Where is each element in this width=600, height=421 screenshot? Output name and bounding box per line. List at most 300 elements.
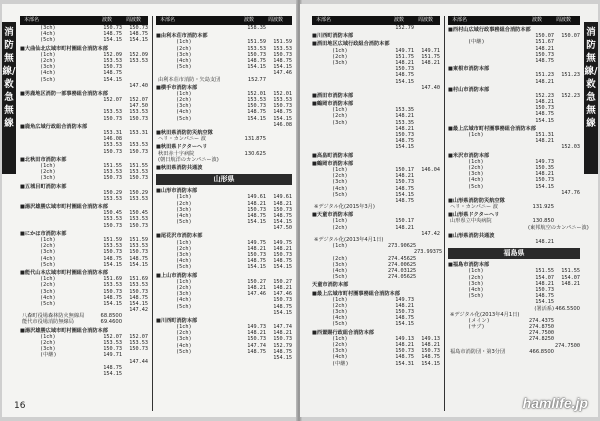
row-label <box>156 25 176 31</box>
frequency-value: 150.73 <box>535 105 554 112</box>
frequency-value: 152.01 <box>247 90 266 97</box>
frequency-value: 148.75 <box>395 185 414 192</box>
frequency-value: 150.73 <box>103 64 122 71</box>
frequency-value: 148.21 <box>273 284 292 291</box>
frequency-value: 147.74 <box>273 324 292 331</box>
frequency-value <box>240 225 266 231</box>
row-label: (1ch) <box>332 47 348 54</box>
note-row <box>20 319 148 325</box>
frequency-value: 153.53 <box>247 45 266 52</box>
frequency-value: 154.15 <box>273 355 292 361</box>
frequency-value: 150.73 <box>535 177 554 184</box>
row-label: (5ch) <box>40 300 56 307</box>
note-row <box>312 204 440 210</box>
frequency-value: 150.73 <box>103 115 122 122</box>
frequency-value: 150.07 <box>535 33 554 40</box>
frequency-value: 154.15 <box>103 37 122 44</box>
row-label: ■山形県消防共通波 <box>448 232 495 239</box>
row-label: ■米沢市消防本部 <box>448 152 490 159</box>
page-number: 16 <box>14 401 26 411</box>
frequency-value: 150.73 <box>395 348 414 355</box>
column-header: 本部名 波数 周波数 <box>448 16 580 25</box>
frequency-value <box>414 321 440 327</box>
frequency-value: 148.21 <box>535 99 554 106</box>
site-watermark: hamlife.jp <box>522 395 588 411</box>
row-label: (2ch) <box>468 164 484 171</box>
row-label: (3ch) <box>176 252 192 258</box>
frequency-value: 152.79 <box>395 25 414 31</box>
row-label: ■男鹿地区消防一部事務組合消防本部 <box>20 90 108 97</box>
frequency-value: 153.53 <box>129 216 148 223</box>
note-row <box>156 136 292 142</box>
frequency-value: 151.23 <box>535 72 554 79</box>
frequency-value: 274.45625 <box>388 255 417 262</box>
channel-row <box>448 190 580 196</box>
frequency-value: 150.73 <box>395 66 414 73</box>
note-row <box>156 157 292 163</box>
frequency-value: 154.15 <box>395 144 414 151</box>
row-label <box>20 116 40 122</box>
frequency-value: 148.21 <box>561 280 580 287</box>
channel-row <box>20 223 148 229</box>
frequency-value <box>554 225 580 231</box>
frequency-value <box>554 349 580 355</box>
frequency-value: 147.44 <box>129 358 148 365</box>
row-label: (2ch) <box>40 57 56 64</box>
frequency-value <box>554 204 580 210</box>
frequency-value: 274.8250 <box>529 336 554 343</box>
frequency-value: 153.53 <box>103 282 122 289</box>
row-label: (5ch) <box>176 264 192 271</box>
row-label: ■川西町消防本部 <box>156 317 198 324</box>
row-label: (2ch) <box>40 282 56 289</box>
frequency-value: 150.73 <box>273 51 292 58</box>
row-label: 八森町役場森林防火無線局 <box>22 313 85 320</box>
channel-row <box>156 25 292 31</box>
channel-row <box>312 361 440 367</box>
frequency-value: 149.13 <box>421 335 440 342</box>
frequency-value: 148.21 <box>395 173 414 180</box>
frequency-value: 150.73 <box>535 286 554 293</box>
row-label: (1ch) <box>176 324 192 331</box>
frequency-value <box>266 25 292 31</box>
column-header: 本部名 波数 周波数 <box>312 16 440 25</box>
frequency-value: 148.21 <box>535 138 554 145</box>
channel-row <box>312 274 440 280</box>
frequency-value <box>122 371 148 377</box>
frequency-value: 148.21 <box>395 342 414 348</box>
row-label: ■秋田県ドクターヘリ <box>156 144 208 151</box>
channel-row <box>448 58 580 64</box>
frequency-value: 148.75 <box>395 197 414 204</box>
right-page <box>300 4 598 417</box>
frequency-value: 150.73 <box>103 175 122 182</box>
row-label: (3ch) <box>40 346 56 353</box>
row-label: (2ch) <box>40 340 56 346</box>
frequency-value: 151.31 <box>535 132 554 138</box>
channel-row <box>20 37 148 43</box>
frequency-value: 154.15 <box>535 299 554 306</box>
row-label: (中継) <box>332 360 349 367</box>
row-label: (1ch) <box>40 237 56 243</box>
channel-row <box>156 310 292 316</box>
frequency-value: 150.73 <box>273 336 292 343</box>
frequency-value: 274.7500 <box>555 342 580 349</box>
row-label: (1ch) <box>176 39 192 46</box>
row-label <box>312 144 332 150</box>
frequency-value: 151.75 <box>395 53 414 60</box>
frequency-value: 274.03125 <box>388 267 417 274</box>
frequency-value: 153.53 <box>103 142 122 149</box>
frequency-value: 154.15 <box>395 78 414 85</box>
frequency-value: 152.01 <box>273 90 292 97</box>
prefecture-banner-yamagata: 山形県 <box>156 174 292 185</box>
row-label: (中継) <box>468 39 485 46</box>
frequency-value: 148.75 <box>395 72 414 79</box>
frequency-value: 150.73 <box>103 222 122 229</box>
frequency-value: 154.15 <box>247 64 266 71</box>
frequency-value: 148.75 <box>535 57 554 64</box>
row-label <box>20 83 40 89</box>
frequency-value: 151.23 <box>561 72 580 79</box>
frequency-value: 151.69 <box>103 276 122 283</box>
row-label: ■大曲仙北広域市町村圏組合消防本部 <box>20 45 108 52</box>
frequency-value: 150.73 <box>247 206 266 213</box>
frequency-value: 153.53 <box>103 243 122 250</box>
row-label: (2ch) <box>332 53 348 60</box>
frequency-value: 149.13 <box>395 335 414 342</box>
frequency-value: 150.73 <box>103 249 122 256</box>
frequency-value <box>554 79 580 85</box>
section-thumb-tab: 消防無線/救急無線 <box>584 22 598 174</box>
frequency-value: 153.53 <box>129 109 148 116</box>
frequency-value <box>554 118 580 124</box>
row-label: (1ch) <box>40 333 56 340</box>
row-label: (1ch) <box>176 90 192 97</box>
channel-row <box>312 25 440 31</box>
frequency-value: 148.21 <box>247 200 266 207</box>
frequency-value: 153.35 <box>395 119 414 126</box>
frequency-value: 148.75 <box>247 109 266 116</box>
row-label: (3ch) <box>332 119 348 126</box>
frequency-value: 148.75 <box>247 348 266 355</box>
row-label: ■北秋田市消防本部 <box>20 156 67 163</box>
row-label <box>312 25 332 31</box>
row-label <box>448 79 468 85</box>
frequency-value <box>414 144 440 150</box>
frequency-value: 150.73 <box>421 348 440 355</box>
row-label: (3ch) <box>40 175 56 182</box>
row-label: (4ch) <box>176 342 192 349</box>
frequency-value: 150.73 <box>103 25 122 31</box>
frequency-value: 149.71 <box>103 352 122 359</box>
frequency-value: 154.15 <box>535 183 554 190</box>
row-label: (5ch) <box>40 37 56 44</box>
frequency-value: 148.21 <box>247 245 266 252</box>
frequency-value <box>96 83 122 89</box>
frequency-value <box>240 355 266 361</box>
frequency-value: 150.17 <box>395 218 414 225</box>
frequency-value: 150.07 <box>561 33 580 40</box>
frequency-value: 148.75 <box>247 212 266 219</box>
row-label: (2ch) <box>332 342 348 348</box>
row-label: (2ch) <box>40 169 56 176</box>
row-label: (4ch) <box>40 255 56 262</box>
row-label: ■最上広域市町村圏事務組合消防本部 <box>448 125 536 132</box>
frequency-list <box>156 188 292 361</box>
frequency-value: 274.00625 <box>388 261 417 268</box>
row-label: (4ch) <box>468 286 484 293</box>
frequency-value: 154.15 <box>535 117 554 124</box>
frequency-value: 153.31 <box>103 130 122 136</box>
frequency-value: 150.29 <box>103 189 122 196</box>
row-label: (4ch) <box>40 294 56 301</box>
frequency-value: 149.75 <box>247 239 266 246</box>
frequency-list <box>448 27 589 245</box>
frequency-value: 152.07 <box>103 333 122 340</box>
frequency-value: 150.35 <box>535 164 554 171</box>
row-label: ■上山市消防本部 <box>156 272 198 279</box>
frequency-value: 154.15 <box>247 264 266 271</box>
row-label: (4ch) <box>332 354 348 361</box>
row-label <box>156 225 176 231</box>
frequency-value: 274.4375 <box>529 317 554 324</box>
frequency-value: 150.73 <box>395 179 414 186</box>
row-label <box>20 149 40 155</box>
frequency-value <box>414 25 440 31</box>
frequency-value: 150.73 <box>247 103 266 110</box>
row-label <box>448 190 468 196</box>
frequency-value: 153.53 <box>129 57 148 64</box>
frequency-value: 146.08 <box>103 136 122 143</box>
left-page <box>2 4 298 417</box>
frequency-value: 148.21 <box>273 330 292 337</box>
row-label: (3ch) <box>332 59 348 66</box>
frequency-value: 153.53 <box>103 57 122 64</box>
frequency-value: 151.75 <box>421 53 440 60</box>
row-label: ■鹿角広域行政組合消防本部 <box>20 123 88 130</box>
frequency-value: 148.75 <box>103 255 122 262</box>
channel-row <box>20 83 148 89</box>
frequency-value: 150.73 <box>129 288 148 295</box>
channel-row <box>156 122 292 128</box>
frequency-value: 148.21 <box>395 302 414 309</box>
row-label: ■にかほ市消防本部 <box>20 230 67 237</box>
row-label: (1ch) <box>176 239 192 246</box>
frequency-value <box>388 204 414 210</box>
frequency-value: 148.75 <box>395 354 414 361</box>
row-label: ヘリ・カンパニー 波 <box>450 204 498 211</box>
row-label: (3ch) <box>176 291 192 298</box>
row-label: ※デジタル化(2013年4月1日) <box>314 237 384 243</box>
row-label: (5ch) <box>176 303 192 310</box>
frequency-value: 150.17 <box>395 166 414 173</box>
frequency-value: 154.15 <box>273 264 292 271</box>
row-label: (4ch) <box>176 57 192 64</box>
frequency-value: 153.53 <box>103 216 122 223</box>
frequency-value: 150.73 <box>273 252 292 258</box>
row-label: ■秋田県消防共通波 <box>156 164 203 171</box>
frequency-value: 154.15 <box>395 191 414 198</box>
frequency-value: 148.75 <box>535 111 554 118</box>
frequency-value: 147.46 <box>273 291 292 298</box>
frequency-value: 150.73 <box>129 346 148 353</box>
frequency-list <box>20 25 148 377</box>
row-label: (5ch) <box>332 274 348 281</box>
frequency-value: 69.4600 <box>100 319 122 326</box>
frequency-value: 148.21 <box>395 125 414 132</box>
row-label: ■村山市消防本部 <box>448 86 490 93</box>
frequency-value: 148.75 <box>103 294 122 301</box>
row-label: (3ch) <box>176 103 192 110</box>
frequency-value: 153.31 <box>129 130 148 136</box>
row-label <box>20 196 40 202</box>
row-label: (2ch) <box>332 173 348 180</box>
frequency-value: 154.15 <box>273 64 292 71</box>
frequency-value: 148.21 <box>247 284 266 291</box>
frequency-value <box>266 157 292 163</box>
frequency-value: 150.27 <box>247 278 266 285</box>
row-label: (4ch) <box>40 31 56 38</box>
frequency-value: 148.21 <box>535 171 554 178</box>
row-label: (3ch) <box>468 171 484 178</box>
row-label: (3ch) <box>332 261 348 268</box>
frequency-value: 466.5500 <box>555 305 580 312</box>
frequency-value: 148.75 <box>421 354 440 361</box>
row-label: (5ch) <box>176 64 192 71</box>
row-label: (1ch) <box>332 218 348 225</box>
frequency-value: 147.46 <box>247 291 266 298</box>
row-label: (4ch) <box>40 70 56 77</box>
row-label: 能代市役場消防無線局 <box>22 319 74 326</box>
row-label: (2ch) <box>176 200 192 207</box>
row-label: ■由利本荘市消防本部 <box>156 33 208 40</box>
frequency-value: 273.90625 <box>388 243 417 250</box>
frequency-value: 131.875 <box>244 136 266 143</box>
left-column-2 <box>156 16 292 361</box>
frequency-value: 148.75 <box>273 212 292 219</box>
frequency-value: 152.77 <box>247 76 266 83</box>
row-label: ※デジタル化(2013年4月1日) <box>450 311 520 318</box>
row-label: (2ch) <box>176 330 192 337</box>
row-label: (3ch) <box>40 288 56 295</box>
frequency-value: 147.40 <box>421 84 440 91</box>
row-label: 福島市消防団・第3分団 <box>450 348 506 355</box>
channel-row <box>448 144 580 150</box>
frequency-value: 154.15 <box>129 300 148 307</box>
frequency-value: 151.59 <box>247 39 266 46</box>
frequency-value: 149.61 <box>247 194 266 201</box>
frequency-value: 148.75 <box>395 138 414 145</box>
row-label: (5ch) <box>176 348 192 355</box>
row-label: ■川西町消防本部 <box>312 33 354 40</box>
row-label: ■鶴岡市消防本部 <box>312 101 354 108</box>
frequency-value: 152.07 <box>129 333 148 340</box>
frequency-value: 153.53 <box>103 195 122 202</box>
frequency-value: 147.50 <box>273 225 292 232</box>
frequency-value: 153.53 <box>129 243 148 250</box>
frequency-value: 273.99375 <box>414 249 443 256</box>
row-label: (3ch) <box>40 249 56 256</box>
frequency-value: 153.53 <box>273 45 292 52</box>
frequency-value: 147.46 <box>273 70 292 77</box>
row-label: (3ch) <box>332 348 348 355</box>
frequency-value: 148.21 <box>421 59 440 66</box>
frequency-value: 154.15 <box>103 300 122 307</box>
frequency-value: 154.15 <box>273 309 292 316</box>
frequency-value: 150.73 <box>247 252 266 258</box>
channel-row <box>20 196 148 202</box>
row-label <box>312 85 332 91</box>
frequency-value: 148.75 <box>129 31 148 38</box>
frequency-value: 150.73 <box>273 103 292 110</box>
frequency-value <box>240 310 266 316</box>
row-label <box>448 58 468 64</box>
row-label: ■酒田市消防本部 <box>312 92 354 99</box>
row-label: (1ch) <box>468 158 484 165</box>
frequency-value: 148.75 <box>103 31 122 38</box>
channel-row <box>20 116 148 122</box>
frequency-value: 149.73 <box>247 324 266 331</box>
note-row <box>156 77 292 83</box>
row-label: ■高畠町消防本部 <box>312 152 354 159</box>
row-label: 山形県立中央病院 <box>450 218 492 225</box>
frequency-value: 151.55 <box>561 268 580 275</box>
frequency-value: 149.61 <box>273 194 292 201</box>
row-label: (4ch) <box>332 315 348 322</box>
row-label: (2ch) <box>176 284 192 291</box>
frequency-value: 148.21 <box>535 239 554 245</box>
row-label: (5ch) <box>40 76 56 83</box>
prefecture-banner-fukushima: 福島県 <box>448 248 580 259</box>
frequency-value: 153.53 <box>103 109 122 116</box>
row-label: (4ch) <box>176 109 192 116</box>
frequency-value <box>554 58 580 64</box>
row-label: (1ch) <box>468 268 484 275</box>
row-label: (4ch) <box>176 297 192 304</box>
frequency-value: 149.73 <box>395 296 414 303</box>
row-label: (中継) <box>40 352 57 359</box>
frequency-value: 148.21 <box>395 224 414 231</box>
frequency-value: 154.15 <box>247 219 266 226</box>
row-label: (1ch) <box>176 194 192 201</box>
frequency-value: 147.74 <box>247 342 266 349</box>
frequency-value: 152.09 <box>129 51 148 58</box>
station-heading <box>156 165 292 171</box>
row-label: ■湯沢雄勝広域市町村圏組合消防本部 <box>20 327 108 334</box>
channel-row <box>20 262 148 268</box>
row-label: (メイン) <box>468 317 490 324</box>
frequency-value: 154.07 <box>535 274 554 281</box>
row-label: (1ch) <box>40 276 56 283</box>
frequency-value: 148.75 <box>273 348 292 355</box>
note-row <box>448 349 580 355</box>
frequency-value <box>266 77 292 83</box>
channel-row <box>312 321 440 327</box>
frequency-list <box>156 25 292 171</box>
frequency-value: 130.850 <box>532 218 554 225</box>
frequency-value: 146.04 <box>421 166 440 173</box>
row-label: ■山形市消防本部 <box>156 188 198 195</box>
row-label: (5ch) <box>332 191 348 198</box>
frequency-value <box>414 204 440 210</box>
frequency-value: 154.15 <box>273 219 292 226</box>
frequency-value: 150.73 <box>129 115 148 122</box>
frequency-value: 148.75 <box>247 258 266 265</box>
frequency-value: 148.21 <box>273 245 292 252</box>
channel-row <box>20 175 148 181</box>
frequency-value: 150.73 <box>103 288 122 295</box>
